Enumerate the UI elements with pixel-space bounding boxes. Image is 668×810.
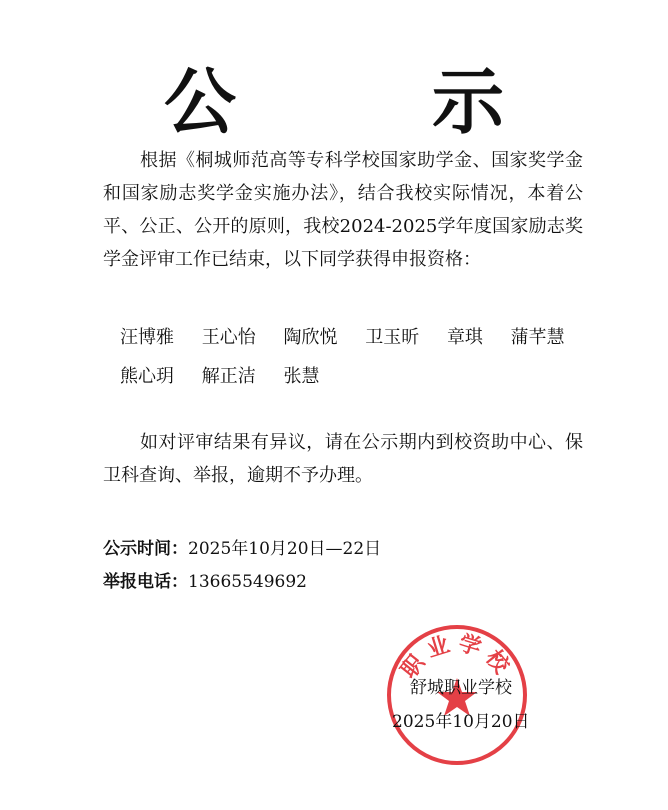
report-phone (103, 571, 307, 593)
seal-text: 职业学校 (396, 630, 518, 684)
student-name: 熊心玥 (120, 366, 174, 387)
student-name: 汪博雅 (120, 327, 174, 348)
student-name: 张慧 (283, 366, 320, 387)
signature-date: 2025年10月20日 (392, 712, 530, 732)
report-phone-label: 举报电话： (103, 572, 188, 592)
report-phone-value: 13665549692 (188, 572, 307, 592)
student-name: 卫玉昕 (365, 327, 420, 348)
publicity-period-label: 公示时间： (103, 539, 188, 559)
student-name: 王心怡 (201, 327, 256, 348)
qualified-student-list (120, 318, 590, 396)
student-name: 解正洁 (201, 366, 256, 387)
publicity-period (103, 538, 381, 560)
student-name: 蒲芊慧 (510, 327, 565, 348)
svg-text:职业学校 (397, 630, 518, 683)
student-name: 章琪 (446, 327, 483, 348)
student-name: 陶欣悦 (283, 327, 338, 348)
intro-paragraph: 根据《桐城师范高等专科学校国家助学金、国家奖学金和国家励志奖学金实施办法》，结合我校实际情况，本着公平、公正、公开的原则，我校2024-2025学年度国家励志奖学金评审工作已结束，以下同学获得申报资格： (103, 150, 583, 270)
signature-organization: 舒城职业学校 (410, 678, 512, 698)
document-title: 公 示 (163, 60, 566, 144)
objection-paragraph: 如对评审结果有异议，请在公示期内到校资助中心、保卫科查询、举报，逾期不予办理。 (103, 432, 583, 486)
publicity-period-value: 2025年10月20日—22日 (188, 539, 382, 559)
